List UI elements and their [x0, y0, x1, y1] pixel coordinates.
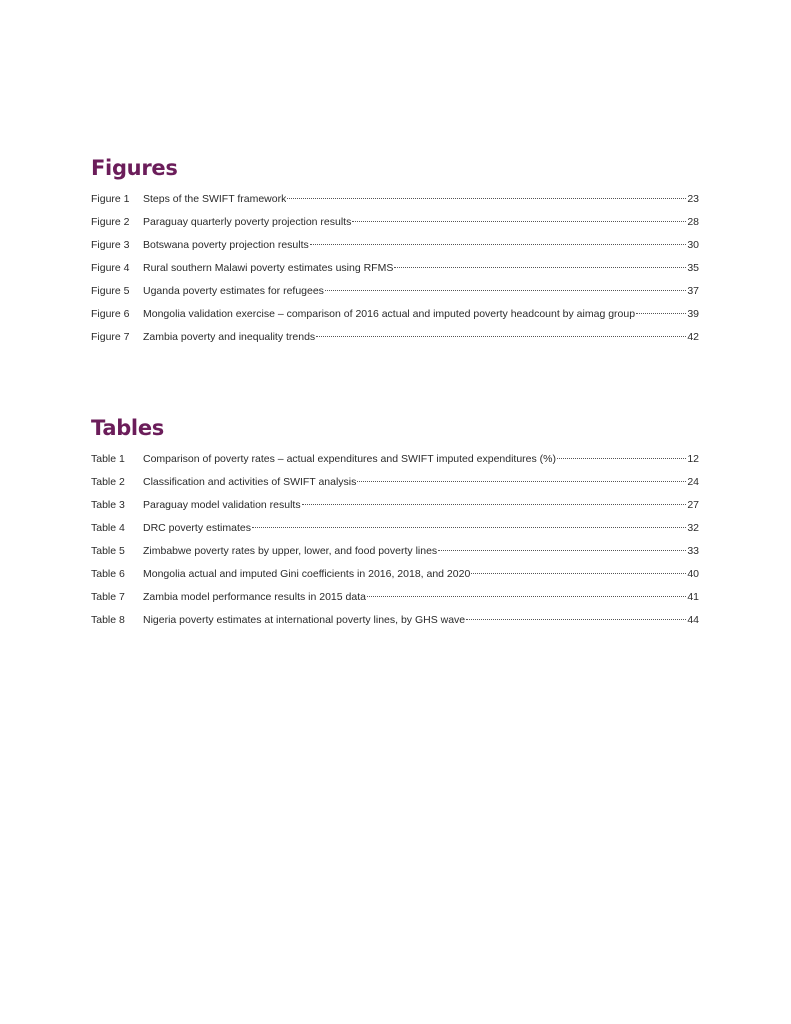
entry-label: Figure 6	[91, 308, 130, 320]
entry-label: Figure 5	[91, 285, 130, 297]
entry-page-number: 12	[687, 453, 699, 465]
entry-title: Comparison of poverty rates – actual expenditures and SWIFT imputed expenditures (%)	[143, 453, 557, 465]
dot-leader	[302, 504, 687, 505]
entry-page-number: 42	[687, 331, 699, 343]
figure-entry[interactable]	[91, 211, 699, 234]
entry-title: Steps of the SWIFT framework	[143, 193, 287, 205]
table-entry[interactable]	[91, 563, 699, 586]
dot-leader	[287, 198, 686, 199]
entry-page-number: 23	[687, 193, 699, 205]
entry-label: Figure 2	[91, 216, 130, 228]
entry-title: DRC poverty estimates	[143, 522, 251, 534]
entry-title: Mongolia validation exercise – comparison of 2016 actual and imputed poverty headcount by aimag group	[143, 308, 636, 320]
table-entry[interactable]	[91, 494, 699, 517]
dot-leader	[466, 619, 686, 620]
figure-entry[interactable]	[91, 188, 699, 211]
entry-title: Paraguay model validation results	[143, 499, 301, 511]
table-entry[interactable]	[91, 448, 699, 471]
entry-page-number: 35	[687, 262, 699, 274]
tables-section	[91, 414, 699, 632]
dot-leader	[438, 550, 686, 551]
dot-leader	[325, 290, 686, 291]
entry-page-number: 33	[687, 545, 699, 557]
entry-label: Figure 3	[91, 239, 130, 251]
entry-page-number: 28	[687, 216, 699, 228]
entry-page-number: 30	[687, 239, 699, 251]
figure-entry[interactable]	[91, 257, 699, 280]
entry-label: Table 2	[91, 476, 125, 488]
figure-entry[interactable]	[91, 303, 699, 326]
tables-list	[91, 448, 699, 632]
table-entry[interactable]	[91, 540, 699, 563]
entry-page-number: 37	[687, 285, 699, 297]
tables-heading: Tables	[91, 416, 164, 440]
entry-title: Nigeria poverty estimates at international poverty lines, by GHS wave	[143, 614, 466, 626]
figures-heading: Figures	[91, 156, 178, 180]
dot-leader	[367, 596, 686, 597]
entry-label: Table 5	[91, 545, 125, 557]
entry-label: Table 6	[91, 568, 125, 580]
dot-leader	[352, 221, 686, 222]
figure-entry[interactable]	[91, 326, 699, 349]
dot-leader	[316, 336, 686, 337]
entry-label: Table 8	[91, 614, 125, 626]
entry-page-number: 40	[687, 568, 699, 580]
entry-title: Zambia model performance results in 2015 data	[143, 591, 366, 603]
figure-entry[interactable]	[91, 234, 699, 257]
dot-leader	[471, 573, 686, 574]
entry-label: Figure 1	[91, 193, 130, 205]
entry-label: Figure 7	[91, 331, 130, 343]
figures-list	[91, 188, 699, 349]
entry-label: Table 7	[91, 591, 125, 603]
entry-page-number: 27	[687, 499, 699, 511]
entry-title: Classification and activities of SWIFT analysis	[143, 476, 357, 488]
entry-title: Uganda poverty estimates for refugees	[143, 285, 324, 297]
entry-title: Rural southern Malawi poverty estimates using RFMS	[143, 262, 394, 274]
entry-label: Table 3	[91, 499, 125, 511]
dot-leader	[557, 458, 686, 459]
entry-page-number: 32	[687, 522, 699, 534]
table-entry[interactable]	[91, 471, 699, 494]
table-entry[interactable]	[91, 609, 699, 632]
entry-page-number: 24	[687, 476, 699, 488]
entry-title: Mongolia actual and imputed Gini coefficients in 2016, 2018, and 2020	[143, 568, 471, 580]
dot-leader	[310, 244, 687, 245]
table-entry[interactable]	[91, 586, 699, 609]
entry-title: Botswana poverty projection results	[143, 239, 309, 251]
entry-title: Paraguay quarterly poverty projection results	[143, 216, 352, 228]
entry-title: Zambia poverty and inequality trends	[143, 331, 316, 343]
dot-leader	[357, 481, 686, 482]
entry-page-number: 41	[687, 591, 699, 603]
entry-label: Table 1	[91, 453, 125, 465]
entry-label: Figure 4	[91, 262, 130, 274]
entry-page-number: 44	[687, 614, 699, 626]
dot-leader	[394, 267, 686, 268]
table-entry[interactable]	[91, 517, 699, 540]
figure-entry[interactable]	[91, 280, 699, 303]
entry-label: Table 4	[91, 522, 125, 534]
figures-section	[91, 154, 699, 349]
dot-leader	[252, 527, 686, 528]
dot-leader	[636, 313, 686, 314]
entry-page-number: 39	[687, 308, 699, 320]
entry-title: Zimbabwe poverty rates by upper, lower, and food poverty lines	[143, 545, 438, 557]
